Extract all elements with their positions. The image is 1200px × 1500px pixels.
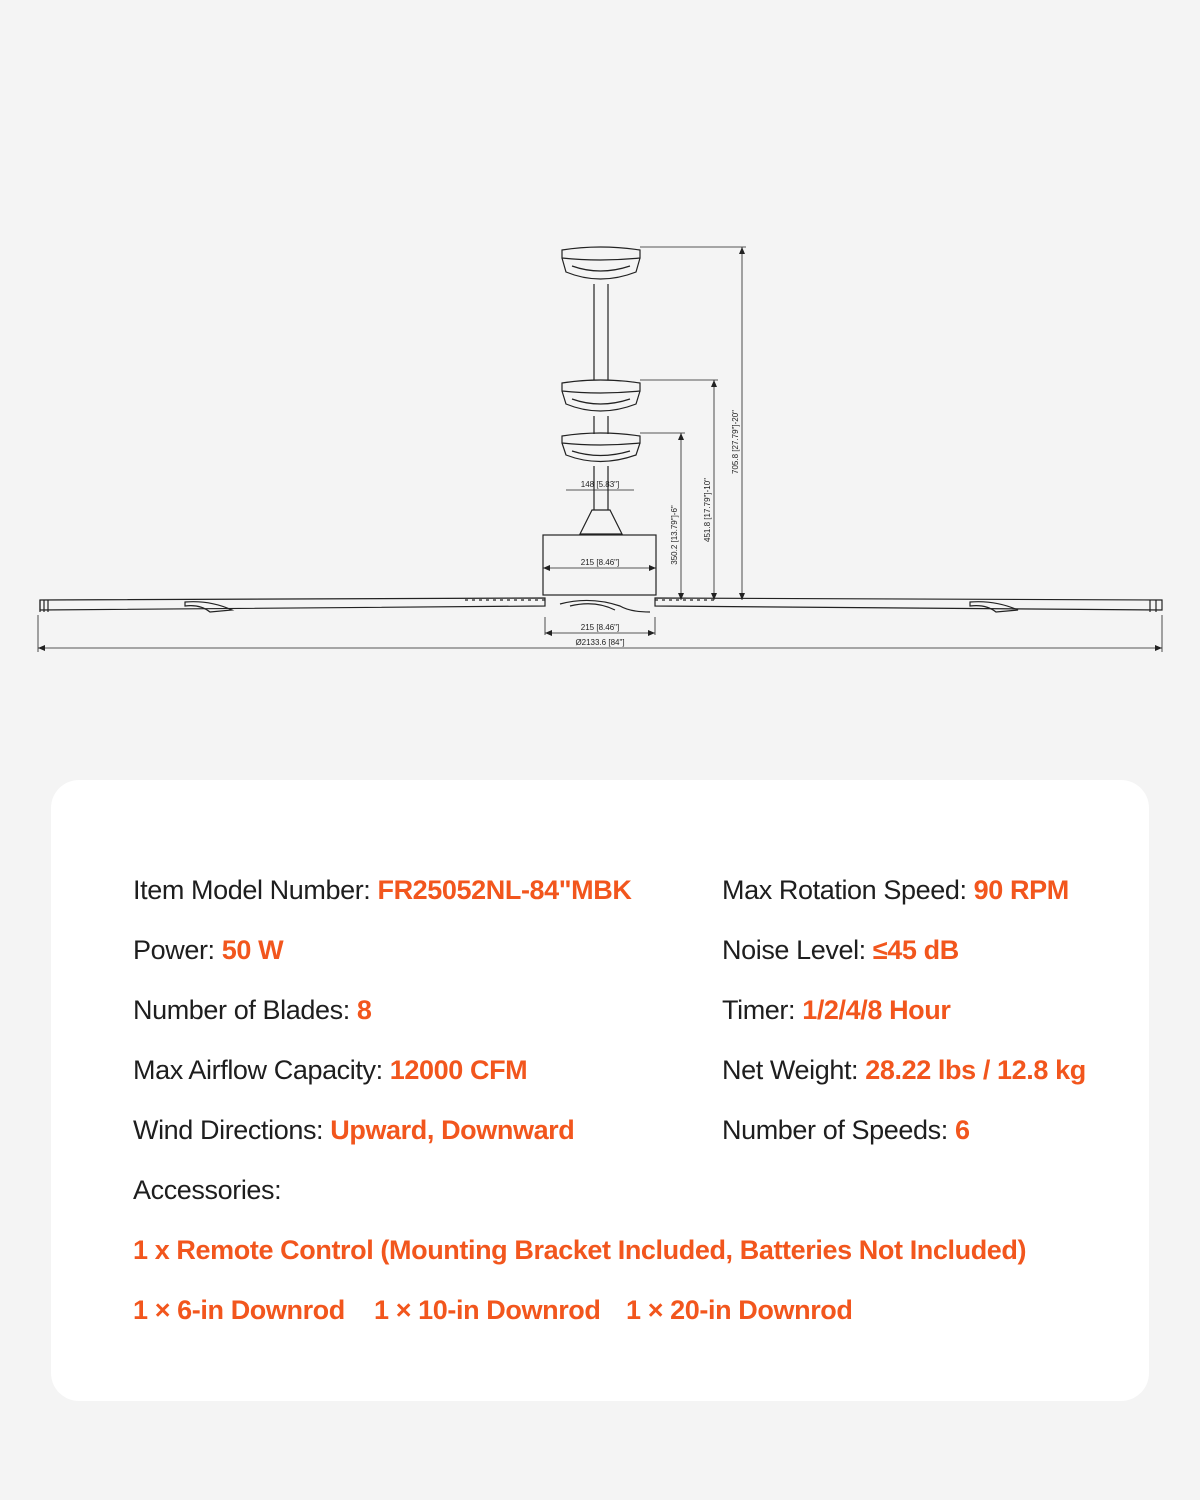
spec-wind-directions [133, 1115, 574, 1146]
spec-value: 8 [356, 995, 372, 1025]
spec-value: 28.22 lbs / 12.8 kg [865, 1055, 1086, 1085]
canopy-lower [562, 433, 640, 462]
spec-label: Noise Level: [722, 935, 873, 965]
spec-label: Item Model Number: [133, 875, 378, 905]
spec-value: 1/2/4/8 Hour [802, 995, 951, 1025]
spec-timer [722, 995, 950, 1026]
spec-label: Number of Blades: [133, 995, 357, 1025]
dim-height-6in: 350.2 [13.79"]-6" [670, 505, 679, 565]
accessories-label: Accessories: [133, 1175, 282, 1205]
spec-value: FR25052NL-84"MBK [377, 875, 632, 905]
spec-model-number [133, 875, 631, 906]
spec-number-of-blades [133, 995, 372, 1026]
spec-label: Net Weight: [722, 1055, 866, 1085]
spec-max-rotation-speed [722, 875, 1069, 906]
dim-hanger-width: 148 [5.83"] [580, 480, 620, 489]
spec-label: Power: [133, 935, 222, 965]
dim-span: Ø2133.6 [84"] [575, 638, 625, 647]
spec-value: 12000 CFM [389, 1055, 528, 1085]
fan-dimension-diagram [0, 0, 1200, 720]
dim-height-10in: 451.8 [17.79"]-10" [703, 478, 712, 542]
spec-label: Max Rotation Speed: [722, 875, 974, 905]
accessory-downrod-10in: 1 × 10-in Downrod [374, 1295, 601, 1325]
spec-net-weight [722, 1055, 1086, 1086]
canopy-middle [562, 380, 640, 411]
dim-height-20in: 705.8 [27.79"]-20" [731, 410, 740, 474]
spec-power [133, 935, 283, 966]
canopy-top [562, 247, 640, 279]
spec-value: 90 RPM [973, 875, 1069, 905]
fan-blades [40, 598, 1162, 612]
dim-motor-width: 215 [8.46"] [580, 558, 620, 567]
spec-number-of-speeds [722, 1115, 970, 1146]
accessory-downrod-20in: 1 × 20-in Downrod [626, 1295, 853, 1325]
spec-value: Upward, Downward [330, 1115, 575, 1145]
spec-value: ≤45 dB [872, 935, 959, 965]
dim-base-width: 215 [8.46"] [580, 623, 620, 632]
spec-max-airflow [133, 1055, 527, 1086]
spec-label: Timer: [722, 995, 803, 1025]
spec-value: 6 [954, 1115, 970, 1145]
accessory-remote-control: 1 x Remote Control (Mounting Bracket Included, Batteries Not Included) [133, 1235, 1027, 1265]
spec-label: Wind Directions: [133, 1115, 331, 1145]
spec-value: 50 W [221, 935, 284, 965]
spec-label: Max Airflow Capacity: [133, 1055, 390, 1085]
spec-noise-level [722, 935, 959, 966]
accessory-downrod-6in: 1 × 6-in Downrod [133, 1295, 345, 1325]
spec-label: Number of Speeds: [722, 1115, 955, 1145]
